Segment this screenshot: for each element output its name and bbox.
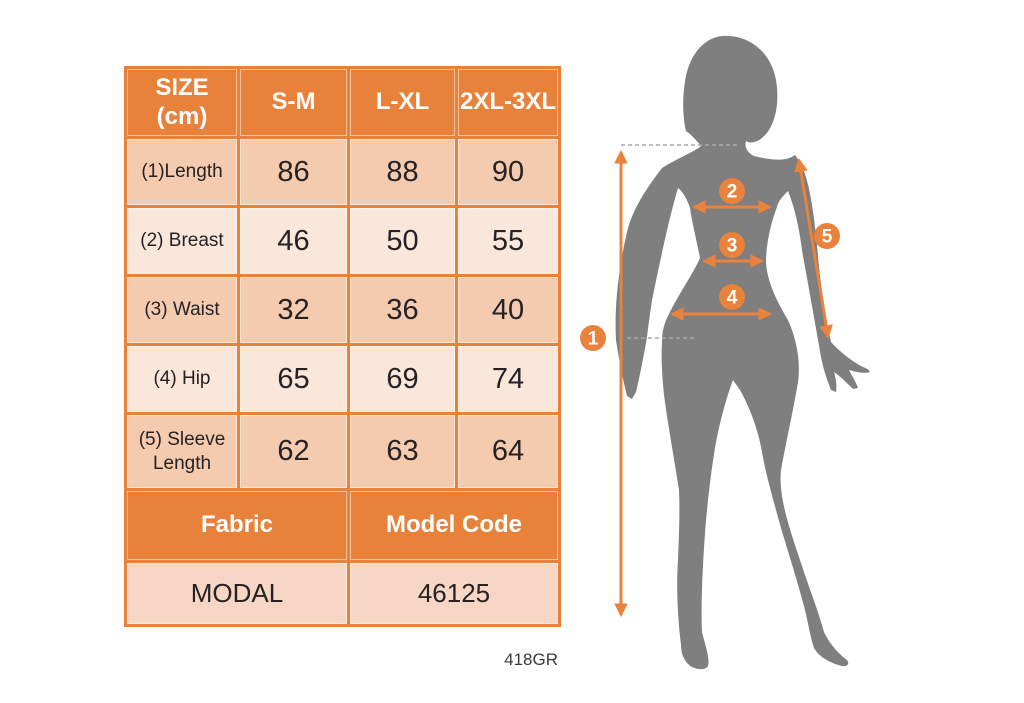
size-header-line2: (cm) xyxy=(156,102,208,130)
sleeve-value-sm: 62 xyxy=(239,414,349,490)
table-header-row xyxy=(126,68,560,138)
sleeve-value-lxl: 63 xyxy=(349,414,457,490)
sleeve-value-2xl3xl: 64 xyxy=(457,414,560,490)
row-label-breast: (2) Breast xyxy=(126,207,239,276)
table-row-waist xyxy=(126,276,560,345)
fabric-header-cell: Fabric xyxy=(126,490,349,562)
breast-value-lxl: 50 xyxy=(349,207,457,276)
marker-2-label: 2 xyxy=(726,181,738,203)
measurement-diagram xyxy=(570,20,900,685)
table-footer-header-row xyxy=(126,490,560,562)
size-cm-header-cell xyxy=(126,68,239,138)
hip-value-sm: 65 xyxy=(239,345,349,414)
measure-marker-2 xyxy=(719,178,745,204)
column-header-2xl3xl: 2XL-3XL xyxy=(457,68,560,138)
marker-3-label: 3 xyxy=(726,235,738,257)
hip-value-2xl3xl: 74 xyxy=(457,345,560,414)
measure-marker-5 xyxy=(814,223,840,249)
table-row-length xyxy=(126,138,560,207)
column-header-lxl: L-XL xyxy=(349,68,457,138)
waist-value-sm: 32 xyxy=(239,276,349,345)
row-label-sleeve-length: (5) Sleeve Length xyxy=(126,414,239,490)
column-header-sm: S-M xyxy=(239,68,349,138)
size-header-line1: SIZE xyxy=(155,73,209,101)
length-value-sm: 86 xyxy=(239,138,349,207)
measure-marker-1 xyxy=(580,325,606,351)
table-footer-value-row xyxy=(126,562,560,626)
row-label-hip: (4) Hip xyxy=(126,345,239,414)
table-row-breast xyxy=(126,207,560,276)
woman-silhouette xyxy=(616,36,870,669)
model-code-header-cell: Model Code xyxy=(349,490,560,562)
measure-marker-4 xyxy=(719,284,745,310)
marker-5-label: 5 xyxy=(821,226,833,248)
size-table xyxy=(124,66,561,627)
model-code-value-cell: 46125 xyxy=(349,562,560,626)
product-code-note: 418GR xyxy=(504,650,558,669)
marker-4-label: 4 xyxy=(726,287,738,309)
length-value-2xl3xl: 90 xyxy=(457,138,560,207)
breast-value-2xl3xl: 55 xyxy=(457,207,560,276)
table-row-hip xyxy=(126,345,560,414)
length-value-lxl: 88 xyxy=(349,138,457,207)
table-row-sleeve-length xyxy=(126,414,560,490)
breast-value-sm: 46 xyxy=(239,207,349,276)
row-label-waist: (3) Waist xyxy=(126,276,239,345)
row-label-length: (1)Length xyxy=(126,138,239,207)
marker-1-label: 1 xyxy=(587,328,599,350)
hip-value-lxl: 69 xyxy=(349,345,457,414)
measure-marker-3 xyxy=(719,232,745,258)
waist-value-2xl3xl: 40 xyxy=(457,276,560,345)
fabric-value-cell: MODAL xyxy=(126,562,349,626)
waist-value-lxl: 36 xyxy=(349,276,457,345)
